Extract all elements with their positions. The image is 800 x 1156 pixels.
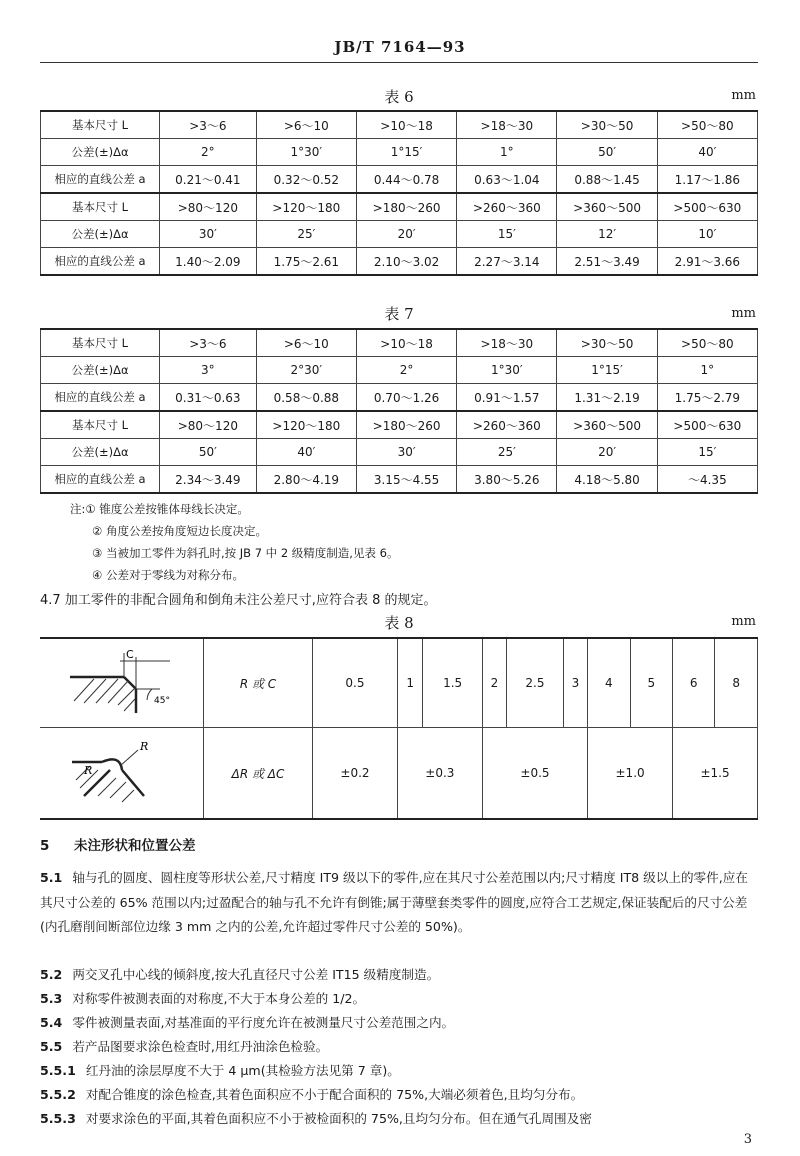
table-cell: 2.10～3.02 bbox=[356, 248, 456, 276]
table-row bbox=[41, 439, 758, 466]
rc-value: 5 bbox=[630, 638, 672, 728]
table6-unit: mm bbox=[731, 88, 756, 103]
table-cell: 3° bbox=[160, 357, 257, 384]
table-cell: >500～630 bbox=[657, 411, 757, 439]
rc-value: 6 bbox=[673, 638, 715, 728]
table-cell: 20′ bbox=[356, 221, 456, 248]
table-notes bbox=[70, 498, 398, 586]
delta-r-label: ΔR 或 ΔC bbox=[204, 728, 313, 820]
table-cell: >120～180 bbox=[256, 193, 356, 221]
row-header-cell: 公差(±)Δα bbox=[41, 439, 160, 466]
table-cell: >50～80 bbox=[657, 111, 757, 139]
row-header-cell: 公差(±)Δα bbox=[41, 357, 160, 384]
table-cell: 30′ bbox=[160, 221, 257, 248]
table-cell: 0.91～1.57 bbox=[457, 384, 557, 412]
table-cell: 1.75～2.79 bbox=[657, 384, 757, 412]
clause-number: 5.1 bbox=[40, 870, 63, 885]
paragraph-5-1 bbox=[40, 866, 758, 940]
fillet-figure bbox=[40, 728, 204, 820]
table-cell: 1° bbox=[457, 139, 557, 166]
delta-value: ±0.3 bbox=[397, 728, 482, 820]
page-header: JB/T 7164—93 bbox=[334, 38, 466, 56]
table-cell: >3～6 bbox=[160, 111, 257, 139]
rc-value: 4 bbox=[588, 638, 630, 728]
page-number: 3 bbox=[743, 1132, 752, 1147]
r-or-c-label: R 或 C bbox=[204, 638, 313, 728]
table-row bbox=[41, 221, 758, 248]
paragraph-5-5-2 bbox=[40, 1083, 758, 1108]
table-row bbox=[41, 329, 758, 357]
note-1: 注:① 锥度公差按锥体母线长决定。 bbox=[70, 502, 249, 516]
table-cell: 2.91～3.66 bbox=[657, 248, 757, 276]
table-cell: >18～30 bbox=[457, 111, 557, 139]
paragraph-5-5-1 bbox=[40, 1059, 758, 1084]
table-cell: 0.21～0.41 bbox=[160, 166, 257, 194]
rc-value: 8 bbox=[715, 638, 758, 728]
table-cell: 2.34～3.49 bbox=[160, 466, 257, 494]
chamfer-c-label: C bbox=[125, 647, 134, 661]
table-cell: 3.15～4.55 bbox=[356, 466, 456, 494]
clause-text: 零件被测量表面,对基准面的平行度允许在被测量尺寸公差范围之内。 bbox=[72, 1015, 455, 1030]
table-cell: 1.75～2.61 bbox=[256, 248, 356, 276]
table-cell: 15′ bbox=[657, 439, 757, 466]
table-cell: >180～260 bbox=[356, 193, 456, 221]
table7-title: 表 7 bbox=[384, 305, 414, 323]
table-cell: >360～500 bbox=[557, 411, 657, 439]
table-row bbox=[41, 357, 758, 384]
table-6 bbox=[40, 110, 758, 276]
table-cell: >10～18 bbox=[356, 111, 456, 139]
clause-text: 若产品图要求涂色检查时,用红丹油涂色检验。 bbox=[72, 1039, 329, 1054]
table-cell: 40′ bbox=[256, 439, 356, 466]
clause-number: 5.2 bbox=[40, 967, 63, 982]
chamfer-diagram bbox=[62, 647, 182, 717]
paragraph-5-4 bbox=[40, 1011, 758, 1036]
table-cell: 2.27～3.14 bbox=[457, 248, 557, 276]
table-cell: 1°30′ bbox=[256, 139, 356, 166]
table-cell: >260～360 bbox=[457, 411, 557, 439]
clause-number: 5.3 bbox=[40, 991, 63, 1006]
table-cell: 0.70～1.26 bbox=[356, 384, 456, 412]
rc-value: 2 bbox=[482, 638, 506, 728]
table-row bbox=[41, 248, 758, 276]
row-header-cell: 相应的直线公差 a bbox=[41, 248, 160, 276]
table-cell: 0.31～0.63 bbox=[160, 384, 257, 412]
table-cell: 20′ bbox=[557, 439, 657, 466]
rc-value: 2.5 bbox=[507, 638, 564, 728]
table-cell: >360～500 bbox=[557, 193, 657, 221]
table-cell: 50′ bbox=[557, 139, 657, 166]
delta-value: ±0.2 bbox=[313, 728, 398, 820]
table-cell: >6～10 bbox=[256, 111, 356, 139]
table-cell: 2° bbox=[356, 357, 456, 384]
table-cell: 4.18～5.80 bbox=[557, 466, 657, 494]
rc-value: 3 bbox=[563, 638, 587, 728]
note-4: ④ 公差对于零线为对称分布。 bbox=[92, 568, 244, 582]
table-row bbox=[41, 466, 758, 494]
chamfer-figure bbox=[40, 638, 204, 728]
delta-value: ±0.5 bbox=[482, 728, 587, 820]
table-cell: >6～10 bbox=[256, 329, 356, 357]
row-header-cell: 公差(±)Δα bbox=[41, 139, 160, 166]
delta-value: ±1.0 bbox=[588, 728, 673, 820]
clause-number: 5.5.3 bbox=[40, 1111, 76, 1126]
table-cell: >18～30 bbox=[457, 329, 557, 357]
table-cell: 25′ bbox=[256, 221, 356, 248]
table-cell: 2° bbox=[160, 139, 257, 166]
table-cell: >30～50 bbox=[557, 329, 657, 357]
paragraph-5-2 bbox=[40, 963, 758, 988]
table-row bbox=[41, 166, 758, 194]
fillet-r-label-outer: R bbox=[139, 739, 148, 753]
table-cell: 12′ bbox=[557, 221, 657, 248]
table-cell: 1.40～2.09 bbox=[160, 248, 257, 276]
clause-text: 对配合锥度的涂色检查,其着色面积应不小于配合面积的 75%,大端必须着色,且均匀分布。 bbox=[85, 1087, 584, 1102]
table-cell: >120～180 bbox=[256, 411, 356, 439]
note-2: ② 角度公差按角度短边长度决定。 bbox=[92, 524, 267, 538]
table-cell: 1.31～2.19 bbox=[557, 384, 657, 412]
rc-value: 1.5 bbox=[423, 638, 482, 728]
table-cell: >180～260 bbox=[356, 411, 456, 439]
clause-text: 红丹油的涂层厚度不大于 4 μm(其检验方法见第 7 章)。 bbox=[85, 1063, 400, 1078]
rc-value: 1 bbox=[397, 638, 423, 728]
table-cell: 2.51～3.49 bbox=[557, 248, 657, 276]
table-cell: 2°30′ bbox=[256, 357, 356, 384]
table-row bbox=[41, 139, 758, 166]
row-header-cell: 基本尺寸 L bbox=[41, 111, 160, 139]
delta-value: ±1.5 bbox=[673, 728, 758, 820]
table-7 bbox=[40, 328, 758, 494]
table7-unit: mm bbox=[731, 306, 756, 321]
clause-number: 5.4 bbox=[40, 1015, 63, 1030]
row-header-cell: 基本尺寸 L bbox=[41, 411, 160, 439]
section-title: 未注形状和位置公差 bbox=[74, 838, 196, 854]
table-cell: >50～80 bbox=[657, 329, 757, 357]
fillet-diagram bbox=[62, 736, 182, 808]
table8-title: 表 8 bbox=[384, 614, 414, 632]
table-cell: >80～120 bbox=[160, 193, 257, 221]
table-cell: 0.63～1.04 bbox=[457, 166, 557, 194]
paragraph-5-5-3 bbox=[40, 1107, 758, 1132]
table-cell: 15′ bbox=[457, 221, 557, 248]
table-cell: 30′ bbox=[356, 439, 456, 466]
table-cell: 25′ bbox=[457, 439, 557, 466]
table-8 bbox=[40, 637, 758, 820]
table-cell: 1°15′ bbox=[356, 139, 456, 166]
table-cell: 2.80～4.19 bbox=[256, 466, 356, 494]
clause-text: 轴与孔的圆度、圆柱度等形状公差,尺寸精度 IT9 级以下的零件,应在其尺寸公差范围以内;尺寸精度 IT8 级以上的零件,应在其尺寸公差的 65% 范围以内;过盈配合的轴与孔不允许有倒锥;属于薄壁套类零件的圆度,应符合工艺规定,保证装配后的尺寸公差(内孔磨削间断部位边缘 3 mm 之内的公差,允许超过零件尺寸公差的 50%)。 bbox=[40, 870, 748, 934]
table-cell: 40′ bbox=[657, 139, 757, 166]
table6-title: 表 6 bbox=[384, 88, 414, 106]
table-row bbox=[41, 111, 758, 139]
paragraph-5-3 bbox=[40, 987, 758, 1012]
clause-number: 5.5.1 bbox=[40, 1063, 76, 1078]
table-cell: >260～360 bbox=[457, 193, 557, 221]
table-cell: 0.44～0.78 bbox=[356, 166, 456, 194]
clause-text: 对称零件被测表面的对称度,不大于本身公差的 1/2。 bbox=[72, 991, 366, 1006]
row-header-cell: 基本尺寸 L bbox=[41, 329, 160, 357]
table-row bbox=[41, 384, 758, 412]
table8-unit: mm bbox=[731, 614, 756, 629]
row-header-cell: 公差(±)Δα bbox=[41, 221, 160, 248]
table-cell: 1° bbox=[657, 357, 757, 384]
table-cell: ～4.35 bbox=[657, 466, 757, 494]
row-header-cell: 相应的直线公差 a bbox=[41, 466, 160, 494]
clause-text: 对要求涂色的平面,其着色面积应不小于被检面积的 75%,且均匀分布。但在通气孔周围及密 bbox=[85, 1111, 592, 1126]
table-cell: 0.32～0.52 bbox=[256, 166, 356, 194]
table-row bbox=[41, 411, 758, 439]
table-cell: 1°30′ bbox=[457, 357, 557, 384]
table-cell: 50′ bbox=[160, 439, 257, 466]
table-cell: 1.17～1.86 bbox=[657, 166, 757, 194]
table-cell: 3.80～5.26 bbox=[457, 466, 557, 494]
chamfer-angle-label: 45° bbox=[153, 695, 170, 706]
note-3: ③ 当被加工零件为斜孔时,按 JB 7 中 2 级精度制造,见表 6。 bbox=[92, 546, 399, 560]
clause-number: 5.5 bbox=[40, 1039, 63, 1054]
table-cell: >3～6 bbox=[160, 329, 257, 357]
section-number: 5 bbox=[40, 838, 50, 854]
fillet-r-label-inner: R bbox=[83, 763, 92, 777]
table-cell: >10～18 bbox=[356, 329, 456, 357]
paragraph-5-5 bbox=[40, 1035, 758, 1060]
row-header-cell: 基本尺寸 L bbox=[41, 193, 160, 221]
header-rule bbox=[40, 62, 758, 63]
table-cell: >30～50 bbox=[557, 111, 657, 139]
row-header-cell: 相应的直线公差 a bbox=[41, 166, 160, 194]
table-cell: >80～120 bbox=[160, 411, 257, 439]
table-row bbox=[41, 193, 758, 221]
table-cell: >500～630 bbox=[657, 193, 757, 221]
paragraph-4-7: 4.7 加工零件的非配合圆角和倒角未注公差尺寸,应符合表 8 的规定。 bbox=[40, 593, 437, 608]
table-cell: 0.58～0.88 bbox=[256, 384, 356, 412]
table-cell: 10′ bbox=[657, 221, 757, 248]
clause-text: 两交叉孔中心线的倾斜度,按大孔直径尺寸公差 IT15 级精度制造。 bbox=[72, 967, 440, 982]
section-5-heading bbox=[40, 834, 196, 854]
table-cell: 0.88～1.45 bbox=[557, 166, 657, 194]
rc-value: 0.5 bbox=[313, 638, 398, 728]
table-cell: 1°15′ bbox=[557, 357, 657, 384]
row-header-cell: 相应的直线公差 a bbox=[41, 384, 160, 412]
clause-number: 5.5.2 bbox=[40, 1087, 76, 1102]
